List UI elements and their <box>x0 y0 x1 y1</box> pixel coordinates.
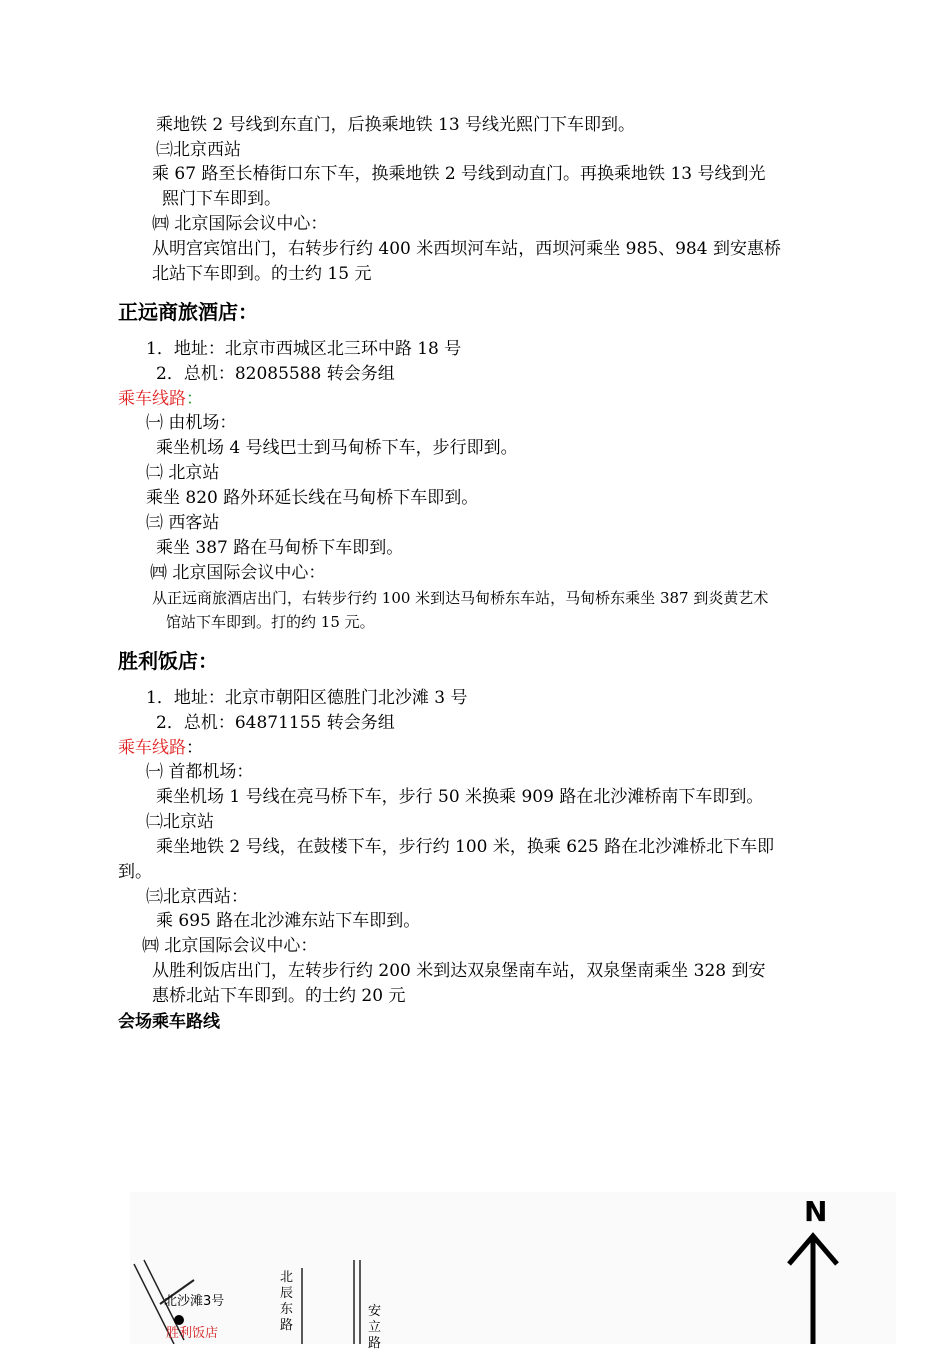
map-svg <box>130 1192 896 1344</box>
label-beichen-road <box>280 1270 296 1334</box>
text-line: 乘坐机场 4 号线巴士到马甸桥下车，步行即到。 <box>156 438 518 458</box>
text-line: 从正远商旅酒店出门，右转步行约 100 米到达马甸桥东车站，马甸桥东乘坐 387 到炎黄艺术 <box>152 589 769 607</box>
label-hotel: 胜利饭店 <box>166 1326 219 1341</box>
road-char: 北 <box>280 1270 294 1285</box>
text-line: 乘坐 387 路在马甸桥下车即到。 <box>156 538 404 558</box>
road-char: 立 <box>368 1320 382 1335</box>
route-heading: ㈠ 由机场： <box>146 413 237 433</box>
route-heading: ㈣ 北京国际会议中心： <box>152 214 328 234</box>
text-line: 乘地铁 2 号线到东直门，后换乘地铁 13 号线光熙门下车即到。 <box>156 115 636 135</box>
north-label: N <box>804 1195 828 1228</box>
route-heading: ㈠ 首都机场： <box>146 762 254 782</box>
route-label-text: 乘车线路 <box>118 738 186 758</box>
road-char: 路 <box>368 1336 382 1351</box>
road-char: 路 <box>280 1318 294 1333</box>
road-char: 安 <box>368 1304 382 1319</box>
route-heading: ㈣ 北京国际会议中心： <box>142 936 318 956</box>
text-line: 乘坐地铁 2 号线，在鼓楼下车，步行约 100 米，换乘 625 路在北沙滩桥北下车即 <box>156 837 775 857</box>
route-heading: ㈢北京西站 <box>156 140 241 160</box>
road-char: 辰 <box>280 1286 294 1301</box>
text-line: 从明宫宾馆出门，右转步行约 400 米西坝河车站，西坝河乘坐 985、984 到安惠桥 <box>152 239 781 259</box>
road-char: 东 <box>280 1302 294 1317</box>
route-heading: ㈣ 北京国际会议中心： <box>150 563 326 583</box>
route-heading: ㈡ 北京站 <box>146 463 220 483</box>
hotel-title: 正远商旅酒店： <box>118 300 258 324</box>
route-heading: ㈡北京站 <box>146 812 214 832</box>
text-line: 乘 695 路在北沙滩东站下车即到。 <box>156 911 421 931</box>
route-label <box>118 736 203 760</box>
hotel-marker <box>174 1315 184 1325</box>
text-line: 熙门下车即到。 <box>162 189 281 209</box>
route-label-text: 乘车线路 <box>118 389 186 409</box>
text-line: 乘坐机场 1 号线在亮马桥下车，步行 50 米换乘 909 路在北沙滩桥南下车即到。 <box>156 787 764 807</box>
route-label-colon: ： <box>186 389 203 409</box>
route-label <box>118 387 203 411</box>
text-line: 从胜利饭店出门，左转步行约 200 米到达双泉堡南车站，双泉堡南乘坐 328 到安 <box>152 961 766 981</box>
label-beishatan: 北沙滩3号 <box>164 1294 225 1309</box>
text-line: 惠桥北站下车即到。的士约 20 元 <box>152 986 406 1006</box>
map-heading: 会场乘车路线 <box>118 1012 220 1032</box>
route-heading: ㈢ 西客站 <box>146 513 220 533</box>
hotel-title: 胜利饭店： <box>118 649 218 673</box>
route-heading: ㈢北京西站： <box>146 887 248 907</box>
route-map <box>130 1192 896 1351</box>
label-anli-road <box>368 1304 384 1352</box>
phone: 2．总机：64871155 转会务组 <box>156 713 395 733</box>
text-line: 馆站下车即到。打的约 15 元。 <box>166 613 375 631</box>
text-line: 北站下车即到。的士约 15 元 <box>152 264 372 284</box>
text-line: 到。 <box>118 862 152 882</box>
route-label-colon: ： <box>186 738 203 758</box>
text-line: 乘坐 820 路外环延长线在马甸桥下车即到。 <box>146 488 479 508</box>
address: 1．地址：北京市西城区北三环中路 18 号 <box>146 339 462 359</box>
address: 1．地址：北京市朝阳区德胜门北沙滩 3 号 <box>146 688 468 708</box>
phone: 2．总机：82085588 转会务组 <box>156 364 395 384</box>
text-line: 乘 67 路至长椿街口东下车，换乘地铁 2 号线到动直门。再换乘地铁 13 号线到光 <box>152 164 766 184</box>
